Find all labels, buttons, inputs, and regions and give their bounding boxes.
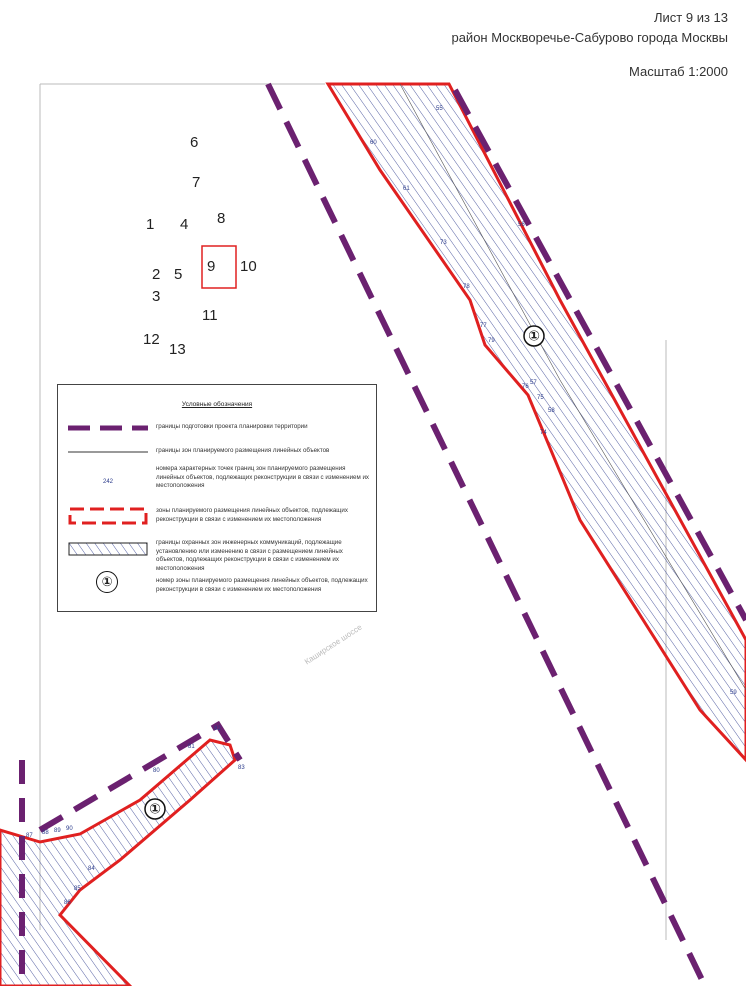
- point-83: 83: [238, 765, 245, 771]
- sheet-number: Лист 9 из 13: [654, 10, 728, 25]
- legend-text-5: границы охранных зон инженерных коммуникаций, подлежащие установлению или изменению в связи с размещением линейных объектов, подлежащих реконструкции в связи с изменением их местоположения: [156, 539, 343, 572]
- zone-number-lower: ①: [149, 800, 161, 817]
- point-59: 59: [730, 690, 737, 696]
- district-title: район Москворечье-Сабурово города Москвы: [451, 30, 728, 45]
- index-sheet-5: 5: [174, 266, 183, 283]
- point-79: 79: [488, 338, 495, 344]
- index-sheet-2: 2: [152, 266, 161, 283]
- point-60: 60: [370, 140, 377, 146]
- point-61: 61: [403, 186, 410, 192]
- map-scale: Масштаб 1:2000: [629, 64, 728, 79]
- red-dashed-rect-icon: [68, 507, 148, 525]
- point-88: 88: [42, 830, 49, 836]
- index-sheet-11: 11: [202, 307, 218, 324]
- legend-text-2: границы зон планируемого размещения линейных объектов: [156, 447, 330, 454]
- point-80: 80: [153, 768, 160, 774]
- index-sheet-13: 13: [169, 341, 186, 358]
- point-58: 58: [548, 408, 555, 414]
- index-sheet-9: 9: [207, 258, 216, 275]
- point-82: 82: [214, 726, 221, 732]
- point-56: 56: [518, 222, 525, 228]
- circled-one-icon: ①: [96, 571, 118, 593]
- legend-text-4: зоны планируемого размещения линейных объектов, подлежащих реконструкции в связи с изменением их местоположения: [156, 507, 348, 523]
- point-85: 85: [74, 886, 81, 892]
- index-sheet-6: 6: [190, 134, 199, 151]
- legend-title: Условные обозначения: [181, 401, 253, 408]
- point-57: 57: [530, 380, 537, 386]
- zone-upper: [328, 84, 746, 760]
- index-sheet-10: 10: [240, 258, 257, 275]
- point-90: 90: [66, 826, 73, 832]
- legend-text-6: номер зоны планируемого размещения линейных объектов, подлежащих реконструкции в связи с изменением их местоположения: [156, 577, 368, 593]
- legend-panel: [57, 384, 377, 612]
- point-73: 73: [440, 240, 447, 246]
- index-sheet-3: 3: [152, 288, 161, 305]
- purple-dashed-line-icon: [68, 423, 148, 433]
- point-55: 55: [436, 106, 443, 112]
- point-89: 89: [54, 828, 61, 834]
- point-87: 87: [26, 833, 33, 839]
- point-77: 77: [480, 323, 487, 329]
- street-name: Каширское шоссе: [302, 622, 364, 667]
- point-74: 74: [540, 430, 547, 436]
- point-78: 78: [463, 284, 470, 290]
- thin-line-icon: [68, 449, 148, 455]
- point-84: 84: [88, 866, 95, 872]
- point-76: 76: [522, 384, 529, 390]
- point-86: 86: [64, 900, 71, 906]
- index-sheet-8: 8: [217, 210, 226, 227]
- index-sheet-4: 4: [180, 216, 189, 233]
- index-sheet-1: 1: [146, 216, 155, 233]
- point-75: 75: [537, 395, 544, 401]
- zone-lower: [0, 740, 235, 986]
- legend-text-1: границы подготовки проекта планировки территории: [156, 423, 308, 430]
- point-81: 81: [188, 744, 195, 750]
- index-sheet-7: 7: [192, 174, 201, 191]
- point-number-icon: 242: [103, 479, 114, 485]
- zone-number-upper: ①: [528, 327, 540, 344]
- hatched-rect-icon: [68, 542, 148, 556]
- legend-text-3: номера характерных точек границ зон планируемого размещения линейных объектов, подлежащих реконструкции в связи с изменением их местоположения: [156, 465, 370, 489]
- index-sheet-12: 12: [143, 331, 160, 348]
